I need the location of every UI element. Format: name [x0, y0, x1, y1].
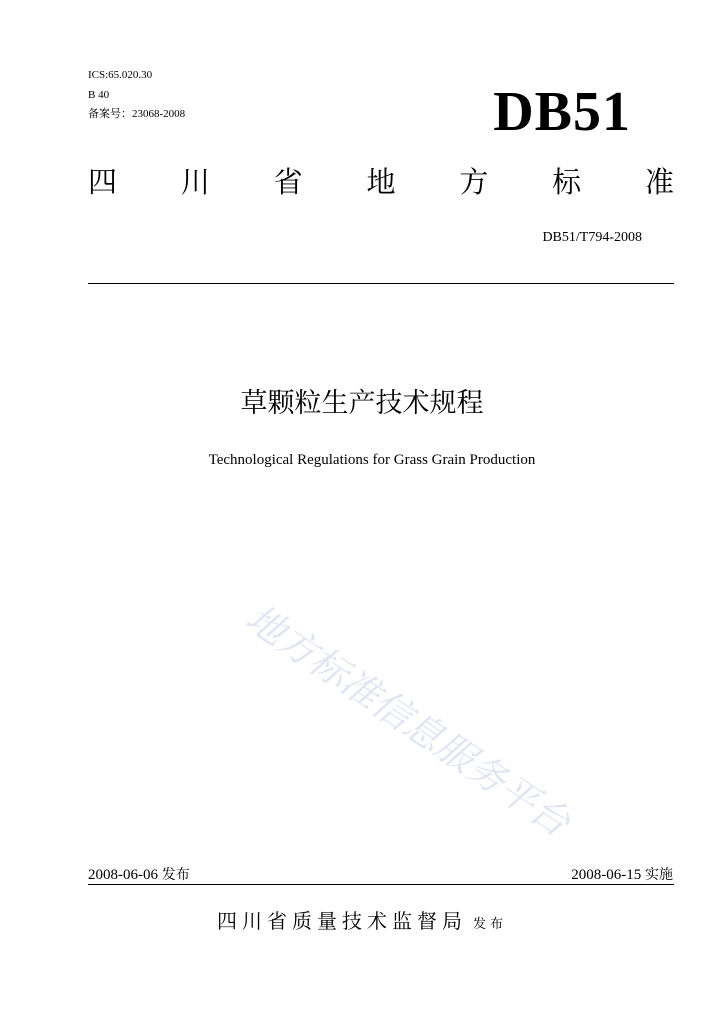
title-chinese: 草颗粒生产技术规程 [240, 388, 484, 419]
issue-date-value: 2008-06-06 [88, 867, 158, 883]
issue-date-label: 发布 [161, 867, 190, 883]
issue-date [88, 864, 190, 884]
standard-code: DB51 [493, 81, 631, 143]
implementation-date [571, 864, 673, 884]
implementation-date-value: 2008-06-15 [571, 867, 642, 883]
standard-type-char: 方 [459, 165, 489, 199]
ics-code: ICS:65.020.30 [88, 69, 153, 81]
standard-type-char: 川 [180, 165, 210, 199]
standard-type-heading [88, 162, 674, 202]
publisher-suffix: 发布 [472, 917, 507, 932]
standard-type-char: 标 [552, 165, 582, 199]
record-number: 备案号：23068-2008 [88, 108, 186, 120]
standard-type-char: 准 [644, 165, 674, 199]
publisher [0, 906, 724, 940]
standard-type-char: 地 [366, 165, 396, 199]
standard-number: DB51/T794-2008 [542, 230, 642, 245]
header-divider [88, 283, 674, 284]
footer-divider [88, 884, 674, 885]
standard-type-char: 省 [273, 165, 303, 199]
watermark: 地方标准信息服务平台 [238, 595, 578, 845]
implementation-date-label: 实施 [645, 867, 673, 883]
standard-type-char: 四 [88, 165, 118, 199]
publisher-name: 四川省质量技术监督局 [216, 909, 467, 933]
title-english: Technological Regulations for Grass Grain Production [208, 452, 536, 468]
classification-code: B 40 [88, 89, 110, 101]
